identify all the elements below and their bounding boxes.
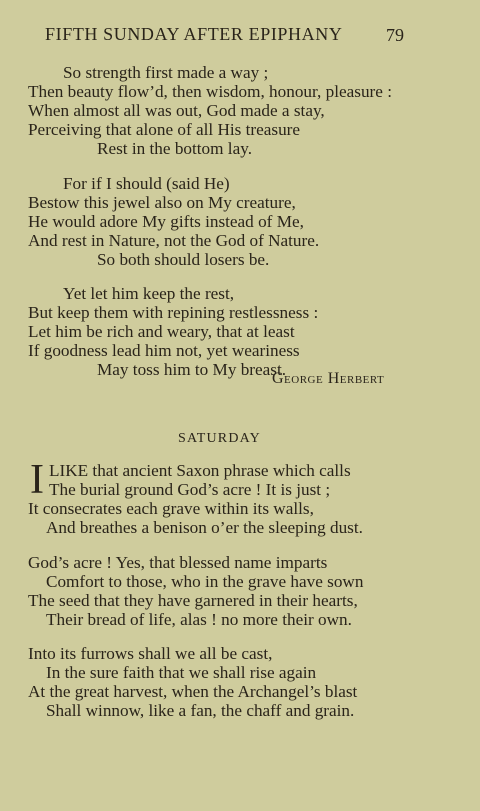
poem-line: So both should losers be. [97,250,270,269]
poem-line: Rest in the bottom lay. [97,139,252,158]
poem-line: If goodness lead him not, yet weariness [28,341,300,360]
poem-line: At the great harvest, when the Archangel’s blast [28,682,358,701]
section-title: SATURDAY [178,431,261,446]
poem-line: May toss him to My breast. [97,360,287,379]
drop-cap: I [30,457,44,503]
poem-line: Into its furrows shall we all be cast, [28,644,273,663]
poem-line: Yet let him keep the rest, [63,284,235,303]
poem-line: And rest in Nature, not the God of Nature. [28,231,320,250]
poem-line: Bestow this jewel also on My creature, [28,193,296,212]
poem-line: For if I should (said He) [63,174,230,193]
poem-line: Their bread of life, alas ! no more their own. [46,610,352,629]
poem-line: And breathes a benison o’er the sleeping dust. [46,518,363,537]
poem-line: It consecrates each grave within its walls, [28,499,314,518]
poem-line: So strength first made a way ; [63,63,269,82]
poem-line: When almost all was out, God made a stay, [28,101,325,120]
poem-line: LIKE that ancient Saxon phrase which calls [49,461,351,480]
poem-line: The burial ground God’s acre ! It is just ; [49,480,331,499]
poem-line: In the sure faith that we shall rise again [46,663,317,682]
poem-line: The seed that they have garnered in their hearts, [28,591,358,610]
poem-line: Perceiving that alone of all His treasure [28,120,301,139]
poem-line: Then beauty flow’d, then wisdom, honour, pleasure : [28,82,392,101]
poem-line: Let him be rich and weary, that at least [28,322,295,341]
poem-line: But keep them with repining restlessness : [28,303,319,322]
author-attribution: George Herbert [272,370,385,387]
poem-line: He would adore My gifts instead of Me, [28,212,304,231]
running-title: FIFTH SUNDAY AFTER EPIPHANY [45,24,343,44]
page-number: 79 [386,25,404,45]
poem-line: Comfort to those, who in the grave have sown [46,572,364,591]
poem-line: God’s acre ! Yes, that blessed name imparts [28,553,328,572]
poem-line: Shall winnow, like a fan, the chaff and grain. [46,701,355,720]
